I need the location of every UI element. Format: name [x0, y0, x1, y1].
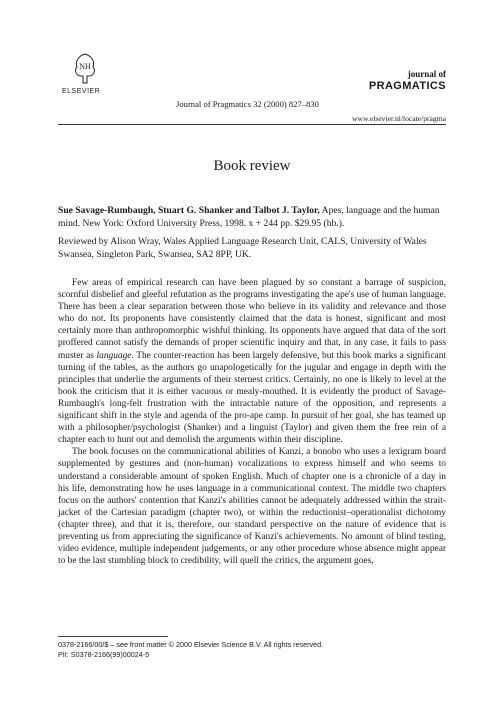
publisher-name: ELSEVIER: [62, 88, 101, 95]
paragraph-2: The book focuses on the communicational abilities of Kanzi, a bonobo who uses a lexigram board supplemented by gestures and (non-human) vocalizations to express himself and who seems to understand a considerable amount of spoken English. Much of chapter one is a chronicle of a day in his life, demonstrating how he uses language in a communicational context. The middle two chapters focus on the authors' contention that Kanzi's abilities cannot be adequately addressed within the strait-jacket of the Cartesian paradigm (chapter two), or within the reductionist–operationalist dichotomy (chapter three), and that it is, therefore, our standard perspective on the nature of evidence that is preventing us from appreciating the significance of Kanzi's achievements. No amount of blind testing, video evidence, multiple independent judgements, or any other procedure whose absence might appear to be the last stumbling block to credibility, will quell the critics, the argument goes,: [58, 447, 446, 567]
paragraph-1-text-a: Few areas of empirical research can have been plagued by so constant a barrage of suspicion, scornful disbelief and gleeful refutation as the programs investigating the ape's use of human language. There has been a clear separation between those who believe in its validity and relevance and those who do not. Its proponents have consistently claimed that the data is honest, significant and most certainly more than anthropomorphic wishful thinking. Its opponents have argued that data of the sort proffered cannot satisfy the demands of proper scientific inquiry and that, in any case, it fails to pass muster as: [58, 278, 446, 361]
paragraph-1-emphasis: language: [96, 350, 132, 361]
footer: [58, 640, 323, 660]
logo-text: NH: [79, 62, 91, 71]
journal-citation: Journal of Pragmatics 32 (2000) 827–830: [176, 99, 319, 109]
article-title: Book review: [213, 158, 291, 174]
journal-name-small: journal of: [407, 69, 446, 79]
copyright-line: 0378-2166/00/$ – see front matter © 2000 Elsevier Science B.V. All rights reserved.: [58, 640, 324, 649]
reviewer-info: Reviewed by Alison Wray, Wales Applied Language Research Unit, CALS, University of Wales Swansea, Singleton Park, Swansea, SA2 8PP, UK.: [58, 236, 427, 260]
book-reference: [58, 205, 446, 230]
footer-divider: [58, 636, 168, 637]
paragraph-1: [58, 277, 446, 446]
tree-logo-icon: [72, 52, 98, 86]
article-body: [58, 277, 446, 567]
header-divider: [58, 124, 446, 125]
book-authors: Sue Savage-Rumbaugh, Stuart G. Shanker and Talbot J. Taylor,: [58, 205, 320, 216]
paragraph-1-text-b: . The counter-reaction has been largely defensive, but this book marks a significant turning of the tables, as the authors go unapologetically for the jugular and engage in depth with the principles that underlie the arguments of their sternest critics. Certainly, no one is likely to level at the book the criticism that it is either vacuous or mealy-mouthed. It is evidently the product of Savage-Rumbaugh's long-felt frustration with the intractable nature of the opposition, and represents a significant shift in the style and agenda of the pro-ape camp. In pursuit of her goal, she has teamed up with a philosopher/psychologist (Shanker) and a linguist (Taylor) and given them the free rein of a chapter each to hunt out and demolish the arguments within their discipline.: [58, 350, 446, 446]
publisher-logo: [62, 52, 108, 95]
book-details: Apes, language and the human mind. New York: Oxford University Press, 1998. x + 244 pp. $29.95 (hb.).: [58, 205, 440, 229]
journal-name: PRAGMATICS: [368, 80, 446, 92]
pii-line: PII: S0378-2166(99)00024-5: [58, 650, 150, 659]
journal-url[interactable]: www.elsevier.nl/locate/pragma: [352, 114, 446, 123]
